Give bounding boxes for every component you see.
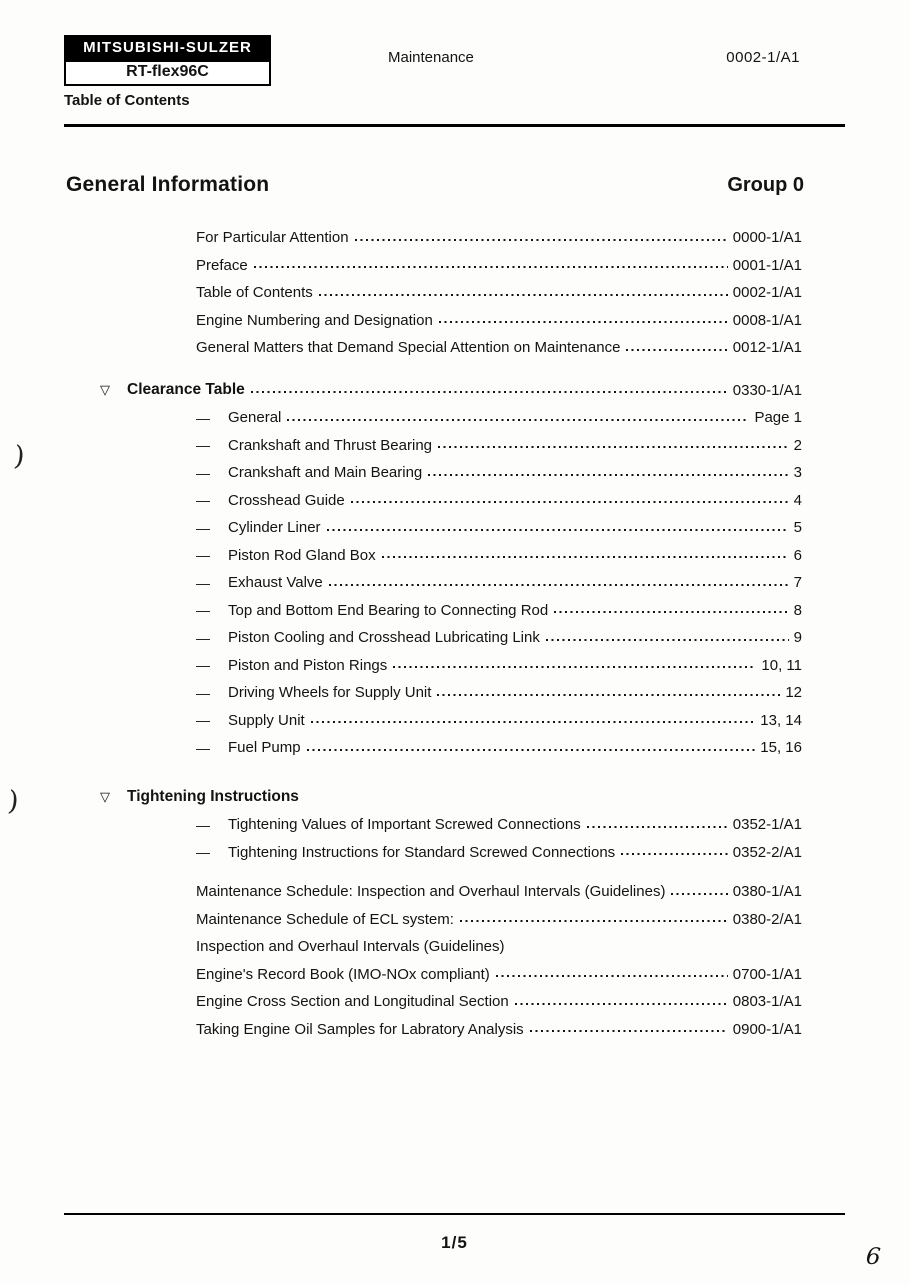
page-title: General Information — [66, 173, 270, 196]
brand-block — [64, 35, 271, 109]
toc-entry-label: Driving Wheels for Supply Unit — [228, 684, 432, 702]
toc-entry-label: General — [228, 409, 282, 427]
dash-marker: — — [196, 712, 210, 729]
toc-entry-row — [196, 224, 802, 252]
dot-leader — [428, 474, 788, 476]
toc-entry-page: 0803-1/A1 — [732, 993, 802, 1011]
dot-leader — [671, 893, 727, 895]
page-indicator: 1/5 — [441, 1233, 468, 1252]
dot-leader — [307, 749, 756, 751]
dot-leader — [438, 446, 789, 448]
toc-entry-row — [196, 961, 802, 989]
dash-marker: — — [196, 574, 210, 591]
dot-leader — [329, 584, 789, 586]
toc-subentry-row — [196, 432, 802, 460]
header-rule — [64, 124, 845, 127]
dash-marker: — — [196, 409, 210, 426]
dash-marker: — — [196, 844, 210, 861]
toc-entry-label: Piston Rod Gland Box — [228, 546, 376, 564]
toc-entry-row — [196, 252, 802, 280]
table-of-contents — [0, 224, 909, 1043]
toc-entry-page: 15, 16 — [760, 739, 802, 757]
toc-entry-label: Table of Contents — [196, 284, 313, 302]
toc-subentry-row — [196, 542, 802, 570]
toc-entry-label: Engine Numbering and Designation — [196, 311, 433, 329]
toc-entry-label: Crosshead Guide — [228, 491, 345, 509]
dash-marker: — — [196, 492, 210, 509]
toc-subentry-row — [196, 707, 802, 735]
toc-subentry-row — [196, 624, 802, 652]
brand-name: MITSUBISHI-SULZER — [64, 35, 271, 61]
toc-entry-page: 12 — [785, 684, 802, 702]
toc-entry-page: 0330-1/A1 — [732, 381, 802, 399]
dot-leader — [254, 266, 728, 268]
toc-entry-page: 0900-1/A1 — [732, 1020, 802, 1038]
toc-entry-page: 0700-1/A1 — [732, 965, 802, 983]
dot-leader — [460, 920, 728, 922]
toc-entry-label: Tightening Instructions for Standard Screwed Connections — [228, 843, 616, 861]
toc-entry-label: Cylinder Liner — [228, 519, 321, 537]
toc-entry-row — [196, 933, 802, 961]
toc-entry-page: 8 — [793, 601, 802, 619]
dot-leader — [251, 391, 728, 393]
dot-leader — [587, 826, 728, 828]
dot-leader — [621, 853, 728, 855]
toc-entry-label: For Particular Attention — [196, 229, 349, 247]
toc-entry-label: General Matters that Demand Special Attention on Maintenance — [196, 339, 621, 357]
dash-marker: — — [196, 547, 210, 564]
dash-marker: — — [196, 519, 210, 536]
toc-entry-label: Piston and Piston Rings — [228, 656, 388, 674]
header-section-label: Table of Contents — [64, 92, 190, 109]
handwritten-page-number: 6 — [865, 1243, 882, 1271]
toc-entry-label: Inspection and Overhaul Intervals (Guidelines) — [196, 938, 505, 956]
toc-entry-page: 13, 14 — [760, 711, 802, 729]
dash-marker: — — [196, 816, 210, 833]
dot-leader — [530, 1030, 728, 1032]
toc-entry-label: Maintenance Schedule of ECL system: — [196, 910, 454, 928]
toc-entry-page: 3 — [793, 464, 802, 482]
toc-entry-page: 10, 11 — [761, 656, 802, 674]
page-header — [64, 35, 845, 111]
dash-marker: — — [196, 657, 210, 674]
toc-entry-label: Maintenance Schedule: Inspection and Overhaul Intervals (Guidelines) — [196, 883, 666, 901]
toc-entry-page: 0000-1/A1 — [732, 229, 802, 247]
scan-artifact-mark: ) — [6, 785, 21, 818]
toc-entry-page: 0008-1/A1 — [732, 311, 802, 329]
toc-entry-label: Engine Cross Section and Longitudinal Section — [196, 993, 509, 1011]
toc-entry-page: 0002-1/A1 — [732, 284, 802, 302]
clearance-table-heading — [100, 377, 802, 405]
toc-subentry-row — [196, 734, 802, 762]
toc-entry-row — [196, 988, 802, 1016]
toc-entry-label: Preface — [196, 256, 248, 274]
document-title: Maintenance — [388, 49, 474, 66]
toc-entry-row — [196, 878, 802, 906]
toc-subentry-row — [196, 514, 802, 542]
triangle-marker-icon: ▽ — [100, 382, 110, 398]
toc-entry-page: 7 — [793, 574, 802, 592]
toc-subentry-row — [196, 652, 802, 680]
toc-subentry-row — [196, 597, 802, 625]
dash-marker: — — [196, 739, 210, 756]
toc-entry-page: 0352-2/A1 — [732, 843, 802, 861]
toc-subentry-row — [196, 487, 802, 515]
toc-subentry-row — [196, 811, 802, 839]
toc-entry-label: Piston Cooling and Crosshead Lubricating Link — [228, 629, 540, 647]
toc-entry-page: 9 — [793, 629, 802, 647]
dot-leader — [319, 294, 728, 296]
toc-entry-label: Fuel Pump — [228, 739, 301, 757]
toc-entry-row — [196, 307, 802, 335]
dot-leader — [393, 666, 756, 668]
dot-leader — [515, 1003, 728, 1005]
section-title: Tightening Instructions — [127, 788, 299, 806]
toc-entry-page: 4 — [793, 491, 802, 509]
tightening-instructions-heading — [100, 784, 802, 812]
toc-entry-page: 0001-1/A1 — [732, 256, 802, 274]
toc-entry-row — [196, 334, 802, 362]
dash-marker: — — [196, 602, 210, 619]
dot-leader — [355, 239, 728, 241]
dot-leader — [327, 529, 789, 531]
dash-marker: — — [196, 629, 210, 646]
toc-entry-page: 2 — [793, 436, 802, 454]
toc-entry-page: 5 — [793, 519, 802, 537]
toc-entry-page: 0380-1/A1 — [732, 883, 802, 901]
dash-marker: — — [196, 437, 210, 454]
toc-subentry-row — [196, 459, 802, 487]
toc-entry-label: Exhaust Valve — [228, 574, 323, 592]
dot-leader — [546, 639, 789, 641]
toc-entry-page: 0352-1/A1 — [732, 816, 802, 834]
dot-leader — [351, 501, 789, 503]
toc-entry-row — [196, 1016, 802, 1044]
toc-subentry-row — [196, 569, 802, 597]
toc-subentry-row — [196, 404, 802, 432]
toc-entry-label: Engine's Record Book (IMO-NOx compliant) — [196, 965, 490, 983]
dash-marker: — — [196, 464, 210, 481]
dot-leader — [437, 694, 780, 696]
toc-entry-page: 0012-1/A1 — [732, 339, 802, 357]
section-title: Clearance Table — [127, 381, 245, 399]
toc-entry-page: Page 1 — [754, 409, 802, 427]
dot-leader — [311, 721, 756, 723]
toc-subentry-row — [196, 679, 802, 707]
toc-subentry-row — [196, 839, 802, 867]
page-heading — [66, 173, 804, 197]
engine-model: RT-flex96C — [64, 61, 271, 86]
dot-leader — [626, 349, 727, 351]
dot-leader — [382, 556, 789, 558]
toc-entry-row — [196, 906, 802, 934]
group-label: Group 0 — [727, 174, 804, 196]
dot-leader — [287, 419, 749, 421]
footer-rule — [64, 1213, 845, 1215]
toc-entry-page: 0380-2/A1 — [732, 910, 802, 928]
triangle-marker-icon: ▽ — [100, 789, 110, 805]
scan-artifact-mark: ) — [12, 440, 27, 473]
document-code: 0002-1/A1 — [726, 49, 800, 66]
dash-marker: — — [196, 684, 210, 701]
toc-entry-label: Crankshaft and Main Bearing — [228, 464, 423, 482]
dot-leader — [554, 611, 788, 613]
dot-leader — [439, 321, 728, 323]
toc-entry-page: 6 — [793, 546, 802, 564]
toc-entry-row — [196, 279, 802, 307]
toc-entry-label: Tightening Values of Important Screwed Connections — [228, 816, 581, 834]
dot-leader — [496, 975, 728, 977]
toc-entry-label: Top and Bottom End Bearing to Connecting Rod — [228, 601, 549, 619]
toc-entry-label: Taking Engine Oil Samples for Labratory Analysis — [196, 1020, 524, 1038]
toc-entry-label: Supply Unit — [228, 711, 305, 729]
toc-entry-label: Crankshaft and Thrust Bearing — [228, 436, 433, 454]
